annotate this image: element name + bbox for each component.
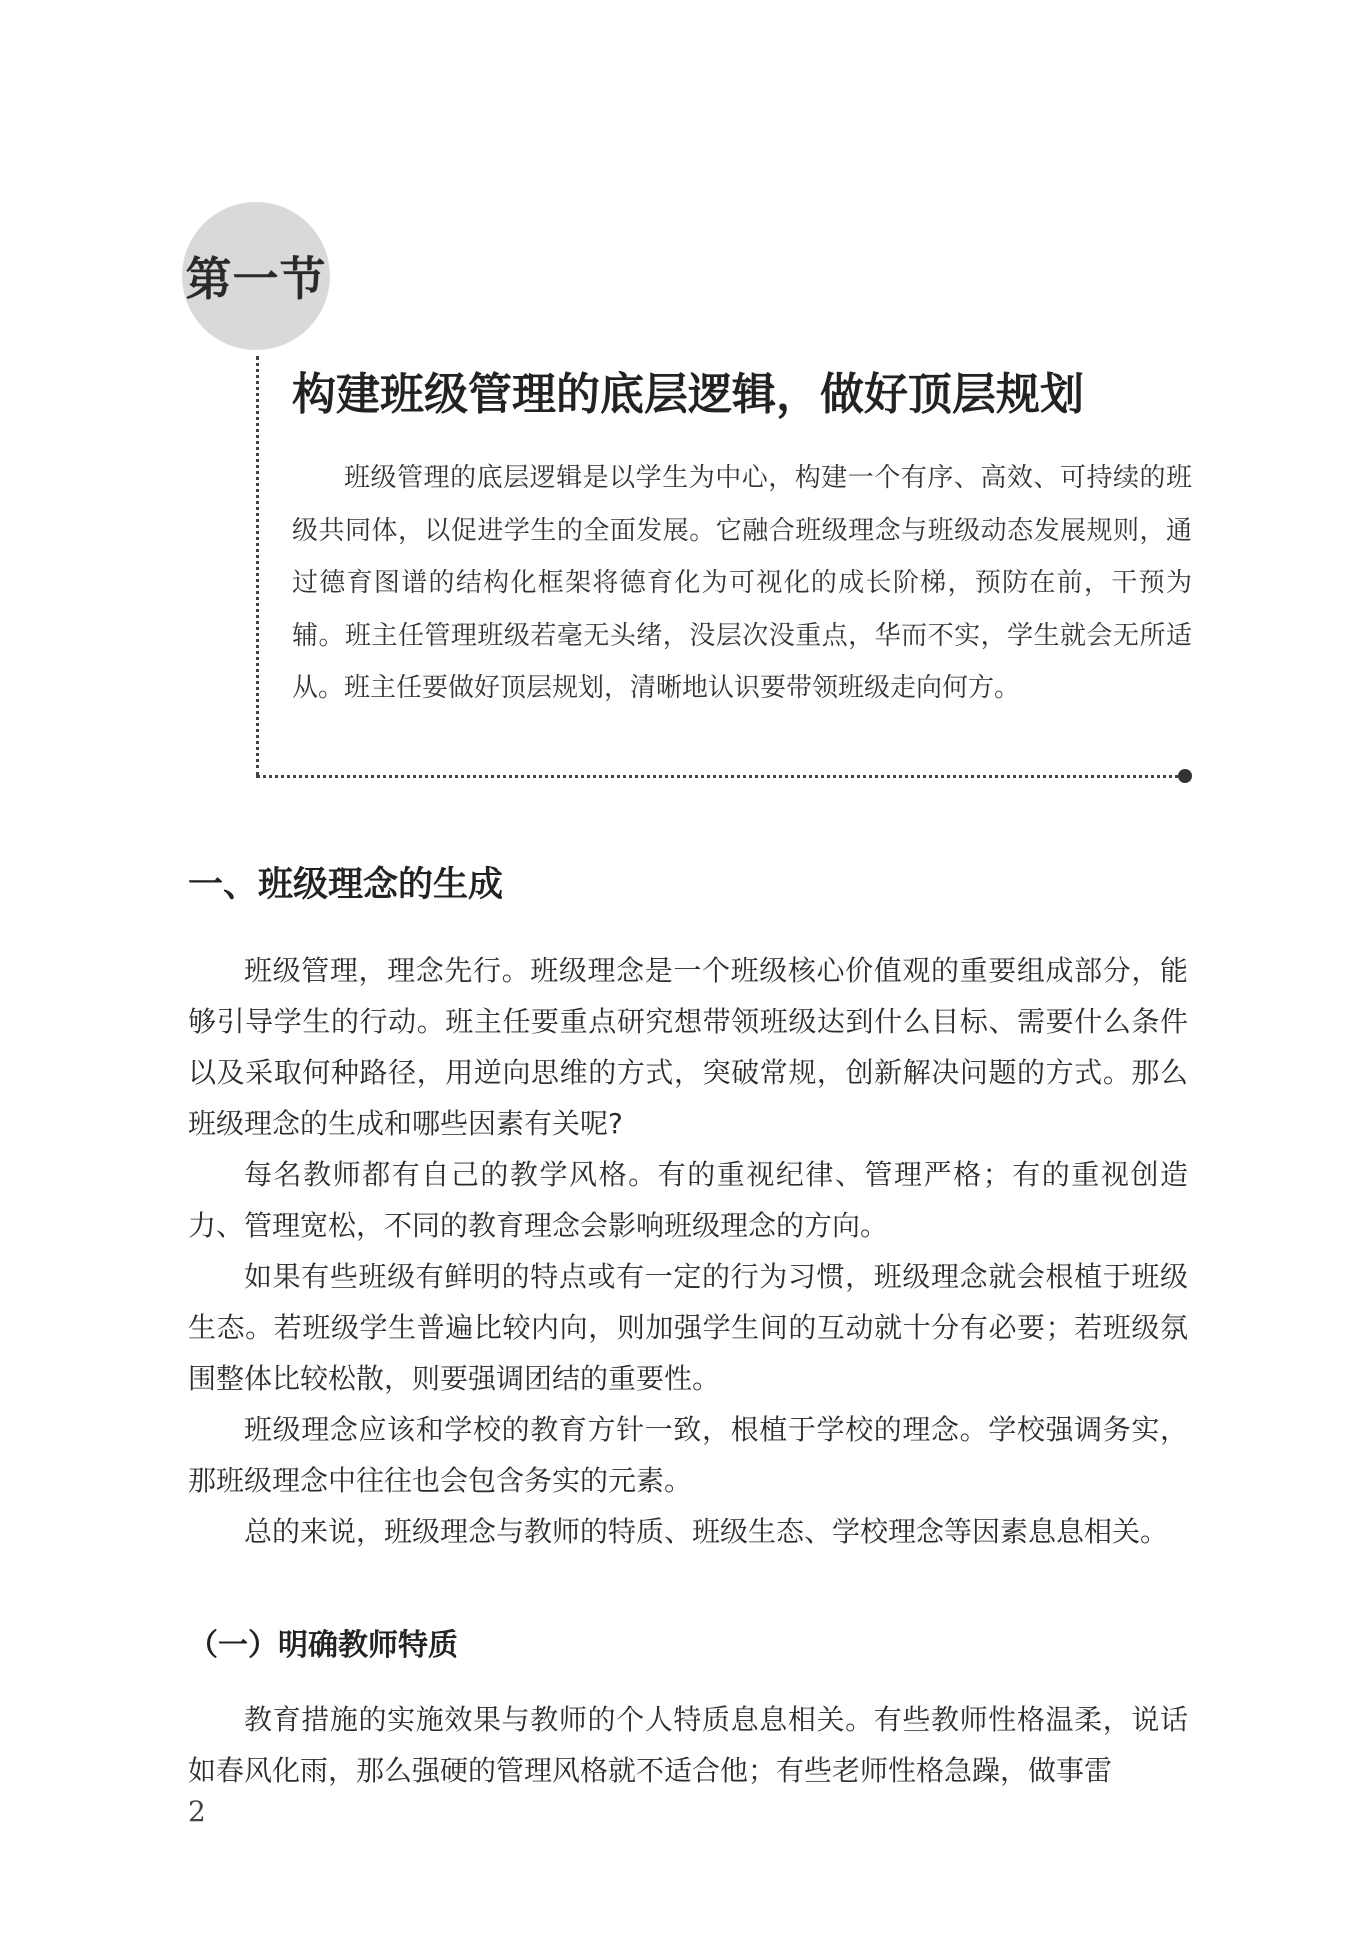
subsubsection-title: （一）明确教师特质 bbox=[188, 1628, 458, 1663]
section-title: 构建班级管理的底层逻辑，做好顶层规划 bbox=[292, 369, 1084, 420]
page-number: 2 bbox=[188, 1795, 206, 1828]
subsection-title: 一、班级理念的生成 bbox=[188, 865, 504, 905]
frame-end-dot bbox=[1178, 769, 1192, 783]
body-paragraph: 班级理念应该和学校的教育方针一致，根植于学校的理念。学校强调务实，那班级理念中往往也会包含务实的元素。 bbox=[188, 1413, 1188, 1497]
subsubsection-body bbox=[188, 1694, 1188, 1796]
body-paragraph: 如果有些班级有鲜明的特点或有一定的行为习惯，班级理念就会根植于班级生态。若班级学生普遍比较内向，则加强学生间的互动就十分有必要；若班级氛围整体比较松散，则要强调团结的重要性。 bbox=[188, 1260, 1188, 1395]
subsection-body bbox=[188, 945, 1188, 1557]
body-paragraph: 班级管理，理念先行。班级理念是一个班级核心价值观的重要组成部分，能够引导学生的行动。班主任要重点研究想带领班级达到什么目标、需要什么条件以及采取何种路径，用逆向思维的方式，突破常规，创新解决问题的方式。那么班级理念的生成和哪些因素有关呢? bbox=[188, 954, 1188, 1140]
body-paragraph: 教育措施的实施效果与教师的个人特质息息相关。有些教师性格温柔，说话如春风化雨，那么强硬的管理风格就不适合他；有些老师性格急躁，做事雷 bbox=[188, 1703, 1188, 1787]
intro-frame-left-border bbox=[256, 356, 259, 776]
body-paragraph: 每名教师都有自己的教学风格。有的重视纪律、管理严格；有的重视创造力、管理宽松，不同的教育理念会影响班级理念的方向。 bbox=[188, 1158, 1188, 1242]
body-paragraph: 总的来说，班级理念与教师的特质、班级生态、学校理念等因素息息相关。 bbox=[244, 1515, 1169, 1548]
section-intro: 班级管理的底层逻辑是以学生为中心，构建一个有序、高效、可持续的班级共同体，以促进学生的全面发展。它融合班级理念与班级动态发展规则，通过德育图谱的结构化框架将德育化为可视化的成长阶梯，预防在前，干预为辅。班主任管理班级若毫无头绪，没层次没重点，华而不实，学生就会无所适从。班主任要做好顶层规划，清晰地认识要带领班级走向何方。 bbox=[292, 463, 1192, 703]
section-badge: 第一节 bbox=[182, 202, 330, 350]
intro-frame-bottom-border bbox=[256, 775, 1186, 778]
